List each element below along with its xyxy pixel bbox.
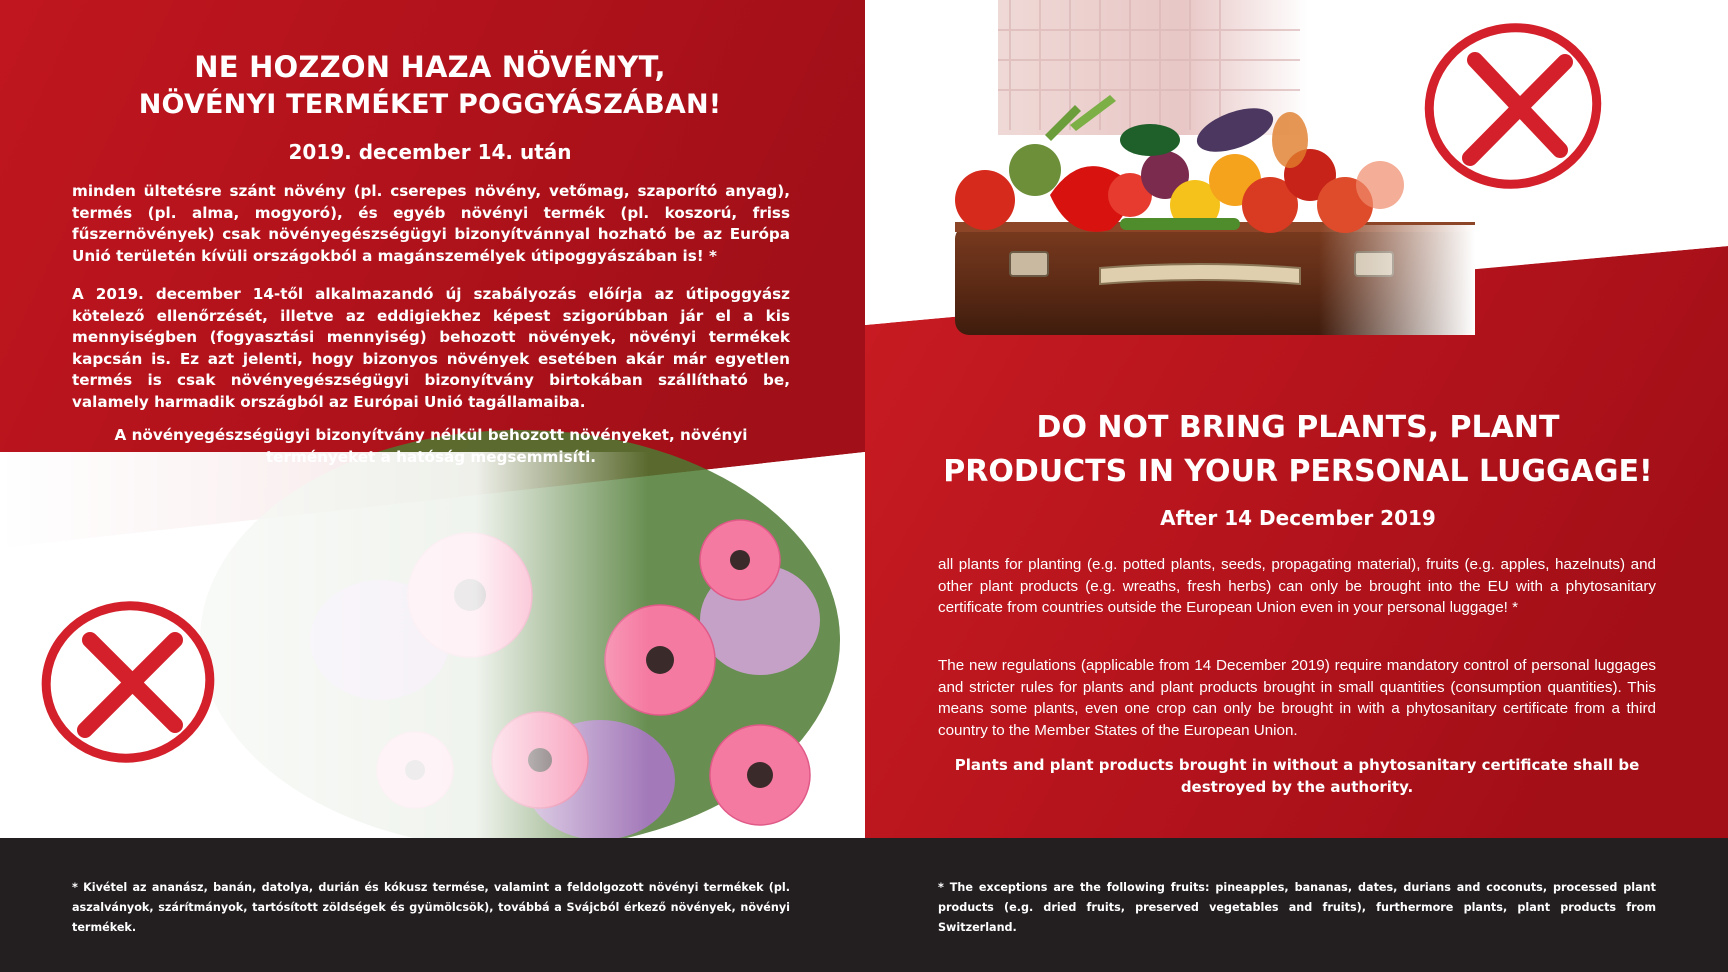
hungarian-title-line1: NE HOZZON HAZA NÖVÉNYT, (194, 50, 666, 84)
hungarian-paragraph-2: A 2019. december 14-től alkalmazandó új szabályozás előírja az útipoggyász kötelező ellenőrzését, illetve az eddigiekhez képest szigorúbban jár el a kis mennyiségben (fogyasztási mennyiség) behozott növények, növényi termékek kapcsán is. Ez azt jelenti, hogy bizonyos növények esetében akár már egyetlen termés is csak növényegészségügyi bizonyítvány birtokában szállítható be, valamely harmadik országból az Európai Unió tagállamaiba. (72, 285, 790, 411)
hungarian-title-line2: NÖVÉNYI TERMÉKET POGGYÁSZÁBAN! (138, 89, 722, 120)
hungarian-paragraph-1: minden ültetésre szánt növény (pl. cserepes növény, vetőmag, szaporító anyag), termés (pl. alma, mogyoró), és egyéb növényi termék (pl. koszorú, friss fűszernövények) csak növényegészségügyi bizonyítvánnyal hozható be az Európa Unió területén kívüli országokból a magánszemélyek útipoggyászában is! * (72, 182, 790, 265)
hungarian-date: 2019. december 14. után (288, 140, 572, 164)
hungarian-title (70, 48, 790, 124)
footer-band (0, 838, 1728, 972)
english-footnote: * The exceptions are the following fruits: pineapples, bananas, dates, durians and coconuts, processed plant products (e.g. dried fruits, preserved vegetables and fruits), furthermore plants, plant products from Switzerland. (938, 881, 1656, 934)
english-paragraph-3: Plants and plant products brought in without a phytosanitary certificate shall be destroyed by the authority. (954, 756, 1640, 796)
english-paragraph-2: The new regulations (applicable from 14 December 2019) require mandatory control of personal luggages and stricter rules for plants and plant products brought in small quantities (consumption quantities). This means some plants, even one crop can only be brought in with a phytosanitary certificate from a third country to the Member States of the European Union. (938, 657, 1656, 739)
hungarian-paragraph-3: A növényegészségügyi bizonyítvány nélkül behozott növényeket, növényi terményeket a hatóság megsemmisíti. (114, 426, 748, 466)
hungarian-footnote: * Kivétel az ananász, banán, datolya, durián és kókusz termése, valamint a feldolgozott növényi termékek (pl. aszalványok, szárítmányok, tartósított zöldségek és gyümölcsök), továbbá a Svájcból érkező növények, növényi termékek. (72, 881, 790, 934)
english-title-line1: DO NOT BRING PLANTS, PLANT (1036, 410, 1560, 445)
flower-bouquet-illustration (0, 430, 865, 850)
english-title (900, 406, 1696, 494)
english-date: After 14 December 2019 (1160, 506, 1436, 530)
english-paragraph-1: all plants for planting (e.g. potted plants, seeds, propagating material), fruits (e.g. apples, hazelnuts) and other plant products (e.g. wreaths, fresh herbs) can only be brought into the EU with a phytosanitary certificate from countries outside the European Union even in your personal luggage! * (938, 556, 1656, 616)
english-title-line2: PRODUCTS IN YOUR PERSONAL LUGGAGE! (943, 454, 1653, 489)
